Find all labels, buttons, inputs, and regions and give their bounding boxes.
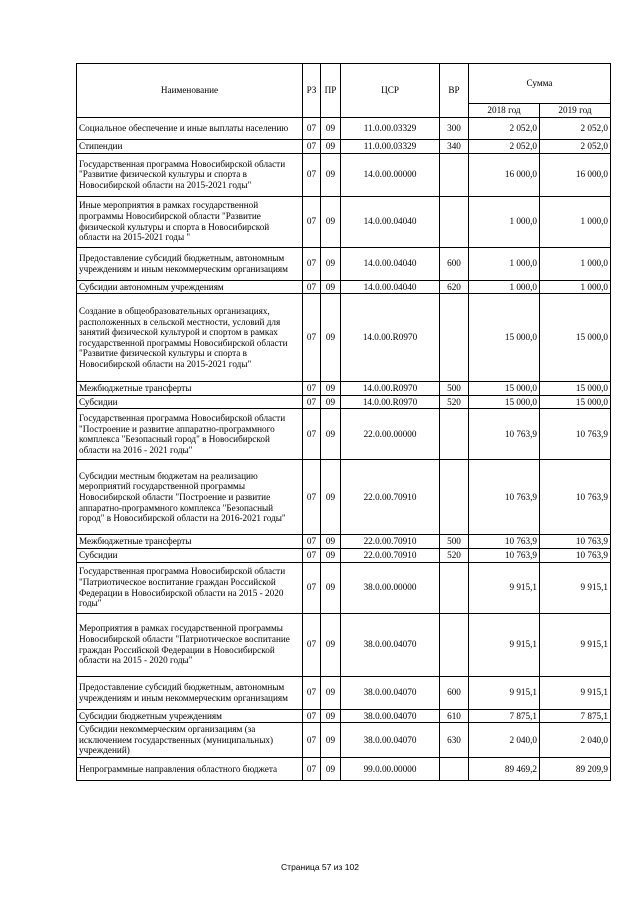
- row-name: Субсидии: [77, 548, 303, 562]
- row-name: Иные мероприятия в рамках государственной программы Новосибирской области "Развитие физической культуры и спорта в Новосибирской области на 2015-2021 годы ": [77, 196, 303, 247]
- row-vr: [440, 153, 469, 196]
- table-row: [77, 562, 611, 613]
- row-sum-2019: 9 915,1: [540, 676, 611, 709]
- row-sum-2018: 10 763,9: [469, 460, 540, 535]
- header-csr: ЦСР: [341, 64, 440, 118]
- row-csr: 14.0.00.04040: [341, 280, 440, 294]
- row-sum-2018: 1 000,0: [469, 247, 540, 280]
- row-sum-2018: 2 052,0: [469, 118, 540, 140]
- row-vr: 300: [440, 118, 469, 140]
- row-csr: 38.0.00.04070: [341, 723, 440, 758]
- row-csr: 14.0.00.04040: [341, 196, 440, 247]
- row-sum-2019: 2 052,0: [540, 140, 611, 154]
- row-sum-2019: 1 000,0: [540, 280, 611, 294]
- row-rz: 07: [303, 535, 321, 549]
- row-vr: 340: [440, 140, 469, 154]
- table-row: [77, 153, 611, 196]
- row-pr: 09: [321, 535, 341, 549]
- row-sum-2019: 10 763,9: [540, 409, 611, 460]
- row-sum-2018: 9 915,1: [469, 562, 540, 613]
- row-sum-2018: 10 763,9: [469, 548, 540, 562]
- row-name: Социальное обеспечение и иные выплаты населению: [77, 118, 303, 140]
- row-sum-2019: 9 915,1: [540, 613, 611, 676]
- row-pr: 09: [321, 709, 341, 723]
- table-row: [77, 280, 611, 294]
- table-row: [77, 460, 611, 535]
- row-rz: 07: [303, 676, 321, 709]
- row-name: Субсидии: [77, 395, 303, 409]
- table-row: [77, 395, 611, 409]
- table-row: [77, 676, 611, 709]
- row-vr: 500: [440, 382, 469, 396]
- row-pr: 09: [321, 140, 341, 154]
- row-sum-2019: 15 000,0: [540, 395, 611, 409]
- table-body: [77, 118, 611, 781]
- row-pr: 09: [321, 294, 341, 382]
- row-sum-2018: 10 763,9: [469, 409, 540, 460]
- row-vr: 520: [440, 395, 469, 409]
- header-rz: РЗ: [303, 64, 321, 118]
- row-csr: 14.0.00.R0970: [341, 294, 440, 382]
- row-csr: 11.0.00.03329: [341, 118, 440, 140]
- row-sum-2019: 10 763,9: [540, 548, 611, 562]
- row-rz: 07: [303, 562, 321, 613]
- row-sum-2018: 89 469,2: [469, 757, 540, 780]
- row-pr: 09: [321, 723, 341, 758]
- row-rz: 07: [303, 409, 321, 460]
- table-row: [77, 294, 611, 382]
- row-vr: [440, 460, 469, 535]
- row-pr: 09: [321, 395, 341, 409]
- row-name: Непрограммные направления областного бюджета: [77, 757, 303, 780]
- table-row: [77, 709, 611, 723]
- row-sum-2018: 1 000,0: [469, 196, 540, 247]
- table-row: [77, 409, 611, 460]
- row-sum-2019: 10 763,9: [540, 535, 611, 549]
- row-name: Мероприятия в рамках государственной программы Новосибирской области "Патриотическое воспитание граждан Российской Федерации в Новосибирской области на 2015 - 2020 годы": [77, 613, 303, 676]
- row-sum-2018: 2 040,0: [469, 723, 540, 758]
- row-csr: 14.0.00.00000: [341, 153, 440, 196]
- row-sum-2019: 9 915,1: [540, 562, 611, 613]
- page-number: Страница 57 из 102: [281, 862, 359, 872]
- row-sum-2019: 2 040,0: [540, 723, 611, 758]
- row-sum-2019: 89 209,9: [540, 757, 611, 780]
- row-pr: 09: [321, 118, 341, 140]
- table-row: [77, 723, 611, 758]
- row-vr: [440, 562, 469, 613]
- row-sum-2018: 15 000,0: [469, 294, 540, 382]
- row-csr: 11.0.00.03329: [341, 140, 440, 154]
- row-csr: 22.0.00.70910: [341, 548, 440, 562]
- row-vr: [440, 613, 469, 676]
- row-pr: 09: [321, 460, 341, 535]
- row-pr: 09: [321, 676, 341, 709]
- row-csr: 14.0.00.04040: [341, 247, 440, 280]
- row-sum-2018: 7 875,1: [469, 709, 540, 723]
- row-vr: 620: [440, 280, 469, 294]
- row-csr: 22.0.00.00000: [341, 409, 440, 460]
- row-sum-2018: 10 763,9: [469, 535, 540, 549]
- row-sum-2018: 15 000,0: [469, 395, 540, 409]
- row-rz: 07: [303, 294, 321, 382]
- row-name: Межбюджетные трансферты: [77, 535, 303, 549]
- row-rz: 07: [303, 247, 321, 280]
- row-sum-2019: 2 052,0: [540, 118, 611, 140]
- header-name: Наименование: [77, 64, 303, 118]
- row-vr: 610: [440, 709, 469, 723]
- row-csr: 14.0.00.R0970: [341, 382, 440, 396]
- row-sum-2018: 9 915,1: [469, 613, 540, 676]
- row-rz: 07: [303, 613, 321, 676]
- table-row: [77, 118, 611, 140]
- table-row: [77, 247, 611, 280]
- header-year-2019: 2019 год: [540, 104, 611, 118]
- row-name: Государственная программа Новосибирской области "Построение и развитие аппаратно-программного комплекса "Безопасный город" в Новосибирской области на 2016 - 2021 годы": [77, 409, 303, 460]
- row-name: Государственная программа Новосибирской области "Развитие физической культуры и спорта в Новосибирской области на 2015-2021 годы": [77, 153, 303, 196]
- row-csr: 14.0.00.R0970: [341, 395, 440, 409]
- row-rz: 07: [303, 382, 321, 396]
- table-row: [77, 535, 611, 549]
- row-csr: 38.0.00.04070: [341, 613, 440, 676]
- table-row: [77, 196, 611, 247]
- row-vr: 630: [440, 723, 469, 758]
- row-name: Предоставление субсидий бюджетным, автономным учреждениям и иным некоммерческим организациям: [77, 676, 303, 709]
- row-pr: 09: [321, 382, 341, 396]
- row-name: Государственная программа Новосибирской области "Патриотическое воспитание граждан Российской Федерации в Новосибирской области на 2015 - 2020 годы": [77, 562, 303, 613]
- header-pr: ПР: [321, 64, 341, 118]
- row-rz: 07: [303, 548, 321, 562]
- table-row: [77, 548, 611, 562]
- row-vr: 500: [440, 535, 469, 549]
- row-csr: 22.0.00.70910: [341, 535, 440, 549]
- row-csr: 38.0.00.04070: [341, 676, 440, 709]
- row-vr: [440, 409, 469, 460]
- row-sum-2018: 1 000,0: [469, 280, 540, 294]
- row-csr: 99.0.00.00000: [341, 757, 440, 780]
- row-pr: 09: [321, 153, 341, 196]
- row-pr: 09: [321, 548, 341, 562]
- row-vr: [440, 294, 469, 382]
- row-sum-2019: 15 000,0: [540, 294, 611, 382]
- row-pr: 09: [321, 757, 341, 780]
- row-rz: 07: [303, 118, 321, 140]
- row-name: Субсидии автономным учреждениям: [77, 280, 303, 294]
- row-pr: 09: [321, 196, 341, 247]
- row-pr: 09: [321, 562, 341, 613]
- table-row: [77, 382, 611, 396]
- row-name: Межбюджетные трансферты: [77, 382, 303, 396]
- row-name: Субсидии местным бюджетам на реализацию мероприятий государственной программы Новосибирской области "Построение и развитие аппаратно-программного комплекса "Безопасный город" в Новосибирской области на 2016-2021 годы": [77, 460, 303, 535]
- row-rz: 07: [303, 460, 321, 535]
- header-sum: Сумма: [469, 64, 611, 104]
- row-sum-2019: 1 000,0: [540, 247, 611, 280]
- row-sum-2019: 16 000,0: [540, 153, 611, 196]
- row-vr: 600: [440, 247, 469, 280]
- row-pr: 09: [321, 613, 341, 676]
- row-name: Субсидии некоммерческим организациям (за исключением государственных (муниципальных) учреждений): [77, 723, 303, 758]
- row-name: Предоставление субсидий бюджетным, автономным учреждениям и иным некоммерческим организациям: [77, 247, 303, 280]
- row-rz: 07: [303, 757, 321, 780]
- row-rz: 07: [303, 196, 321, 247]
- row-sum-2019: 1 000,0: [540, 196, 611, 247]
- row-pr: 09: [321, 280, 341, 294]
- budget-table: [76, 63, 611, 781]
- row-csr: 22.0.00.70910: [341, 460, 440, 535]
- row-rz: 07: [303, 395, 321, 409]
- table-row: [77, 140, 611, 154]
- row-name: Субсидии бюджетным учреждениям: [77, 709, 303, 723]
- table-row: [77, 757, 611, 780]
- row-pr: 09: [321, 409, 341, 460]
- row-sum-2018: 16 000,0: [469, 153, 540, 196]
- row-rz: 07: [303, 723, 321, 758]
- row-rz: 07: [303, 709, 321, 723]
- row-sum-2018: 15 000,0: [469, 382, 540, 396]
- row-csr: 38.0.00.00000: [341, 562, 440, 613]
- header-year-2018: 2018 год: [469, 104, 540, 118]
- row-rz: 07: [303, 280, 321, 294]
- row-name: Создание в общеобразовательных организациях, расположенных в сельской местности, условий для занятий физической культурой и спортом в рамках государственной программы Новосибирской области "Развитие физической культуры и спорта в Новосибирской области на 2015-2021 годы": [77, 294, 303, 382]
- row-sum-2019: 10 763,9: [540, 460, 611, 535]
- row-name: Стипендии: [77, 140, 303, 154]
- row-sum-2019: 7 875,1: [540, 709, 611, 723]
- row-vr: 600: [440, 676, 469, 709]
- table-row: [77, 613, 611, 676]
- row-sum-2018: 9 915,1: [469, 676, 540, 709]
- row-vr: 520: [440, 548, 469, 562]
- row-sum-2018: 2 052,0: [469, 140, 540, 154]
- row-rz: 07: [303, 153, 321, 196]
- row-rz: 07: [303, 140, 321, 154]
- row-pr: 09: [321, 247, 341, 280]
- row-sum-2019: 15 000,0: [540, 382, 611, 396]
- row-csr: 38.0.00.04070: [341, 709, 440, 723]
- header-vr: ВР: [440, 64, 469, 118]
- row-vr: [440, 196, 469, 247]
- row-vr: [440, 757, 469, 780]
